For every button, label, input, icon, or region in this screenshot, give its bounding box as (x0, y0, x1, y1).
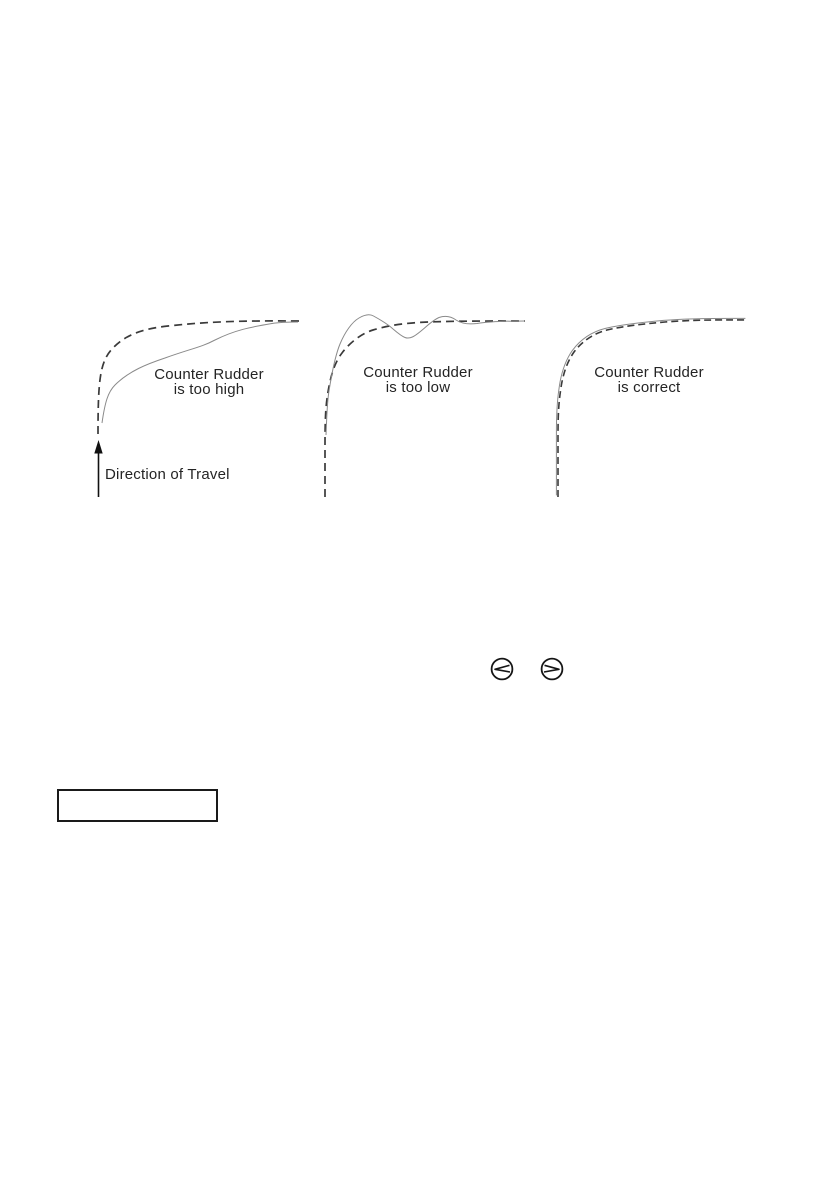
desired-path-dashed (325, 321, 525, 497)
direction-of-travel-arrow (94, 440, 102, 497)
diagram-counter-rudder-too-low (315, 295, 545, 505)
dial-arrow-right-icon (540, 657, 564, 681)
caption-line: is too high (173, 381, 245, 398)
empty-note-box (57, 789, 218, 822)
desired-path-dashed (558, 320, 747, 497)
caption-line: Counter Rudder (594, 364, 704, 381)
diagram-caption-correct (584, 365, 714, 395)
counter-rudder-figure (0, 0, 840, 520)
direction-of-travel-label: Direction of Travel (105, 466, 230, 483)
caption-line: is correct (617, 379, 681, 396)
actual-path-matching-solid (556, 318, 745, 495)
diagram-caption-too-high (144, 367, 274, 397)
diagram-counter-rudder-correct (548, 295, 778, 505)
caption-line: Counter Rudder (363, 364, 473, 381)
diagram-caption-too-low (353, 365, 483, 395)
caption-line: Counter Rudder (154, 366, 264, 383)
dial-arrow-left-icon (490, 657, 514, 681)
caption-line: is too low (385, 379, 451, 396)
